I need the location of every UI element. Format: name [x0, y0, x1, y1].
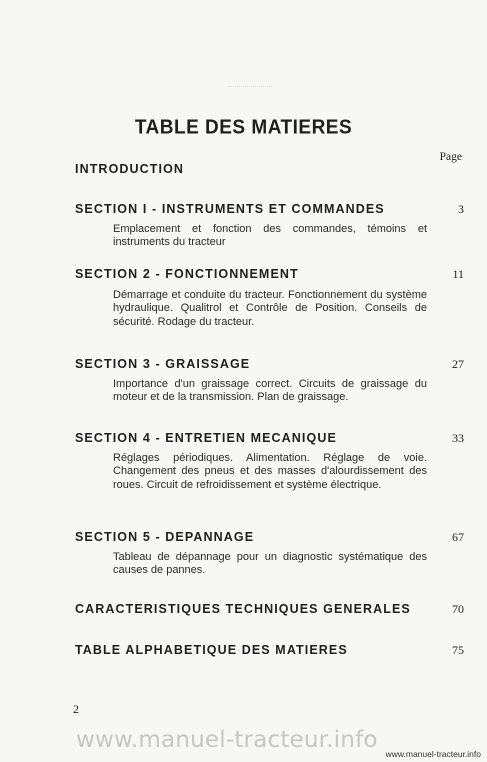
- toc-description-section-3: Importance d'un graissage correct. Circuits de graissage du moteur et de la transmission. Plan de graissage.: [113, 378, 427, 404]
- page-title: TABLE DES MATIERES: [134, 116, 353, 139]
- toc-description-section-5: Tableau de dépannage pour un diagnostic systématique des causes de pannes.: [113, 551, 427, 577]
- toc-page-section-1: 3: [458, 202, 464, 216]
- toc-heading-table-alphabetique: TABLE ALPHABETIQUE DES MATIERES: [75, 643, 348, 657]
- toc-heading-section-4: SECTION 4 - ENTRETIEN MECANIQUE: [75, 431, 337, 445]
- toc-heading-section-5: SECTION 5 - DEPANNAGE: [75, 530, 255, 544]
- toc-heading-section-2: SECTION 2 - FONCTIONNEMENT: [75, 267, 299, 281]
- toc-description-section-4: Réglages périodiques. Alimentation. Réglage de voie. Changement des pneus et des masses d'alourdissement des roues. Circuit de refroidissement et système électrique.: [113, 452, 427, 491]
- toc-page-table-alphabetique: 75: [452, 643, 464, 657]
- toc-page-caracteristiques: 70: [452, 602, 464, 616]
- toc-heading-section-1: SECTION I - INSTRUMENTS ET COMMANDES: [75, 202, 385, 216]
- toc-heading-introduction: INTRODUCTION: [75, 162, 185, 176]
- watermark-link[interactable]: www.manuel-tracteur.info: [385, 749, 481, 759]
- toc-page-section-5: 67: [452, 530, 464, 544]
- toc-page-section-2: 11: [452, 267, 464, 281]
- faint-bleed-through-mark: [228, 86, 272, 95]
- toc-description-section-1: Emplacement et fonction des commandes, témoins et instruments du tracteur: [113, 223, 427, 249]
- page-column-label: Page: [439, 151, 462, 163]
- footer-page-number: 2: [73, 702, 79, 716]
- toc-page-section-3: 27: [452, 357, 464, 371]
- toc-heading-section-3: SECTION 3 - GRAISSAGE: [75, 357, 251, 371]
- watermark-text: www.manuel-tracteur.info: [76, 727, 378, 753]
- toc-page-section-4: 33: [452, 431, 464, 445]
- toc-heading-caracteristiques: CARACTERISTIQUES TECHNIQUES GENERALES: [75, 602, 411, 616]
- toc-description-section-2: Démarrage et conduite du tracteur. Fonctionnement du système hydraulique. Qualitrol et Contrôle de Position. Conseils de sécurité. Rodage du tracteur.: [113, 289, 427, 328]
